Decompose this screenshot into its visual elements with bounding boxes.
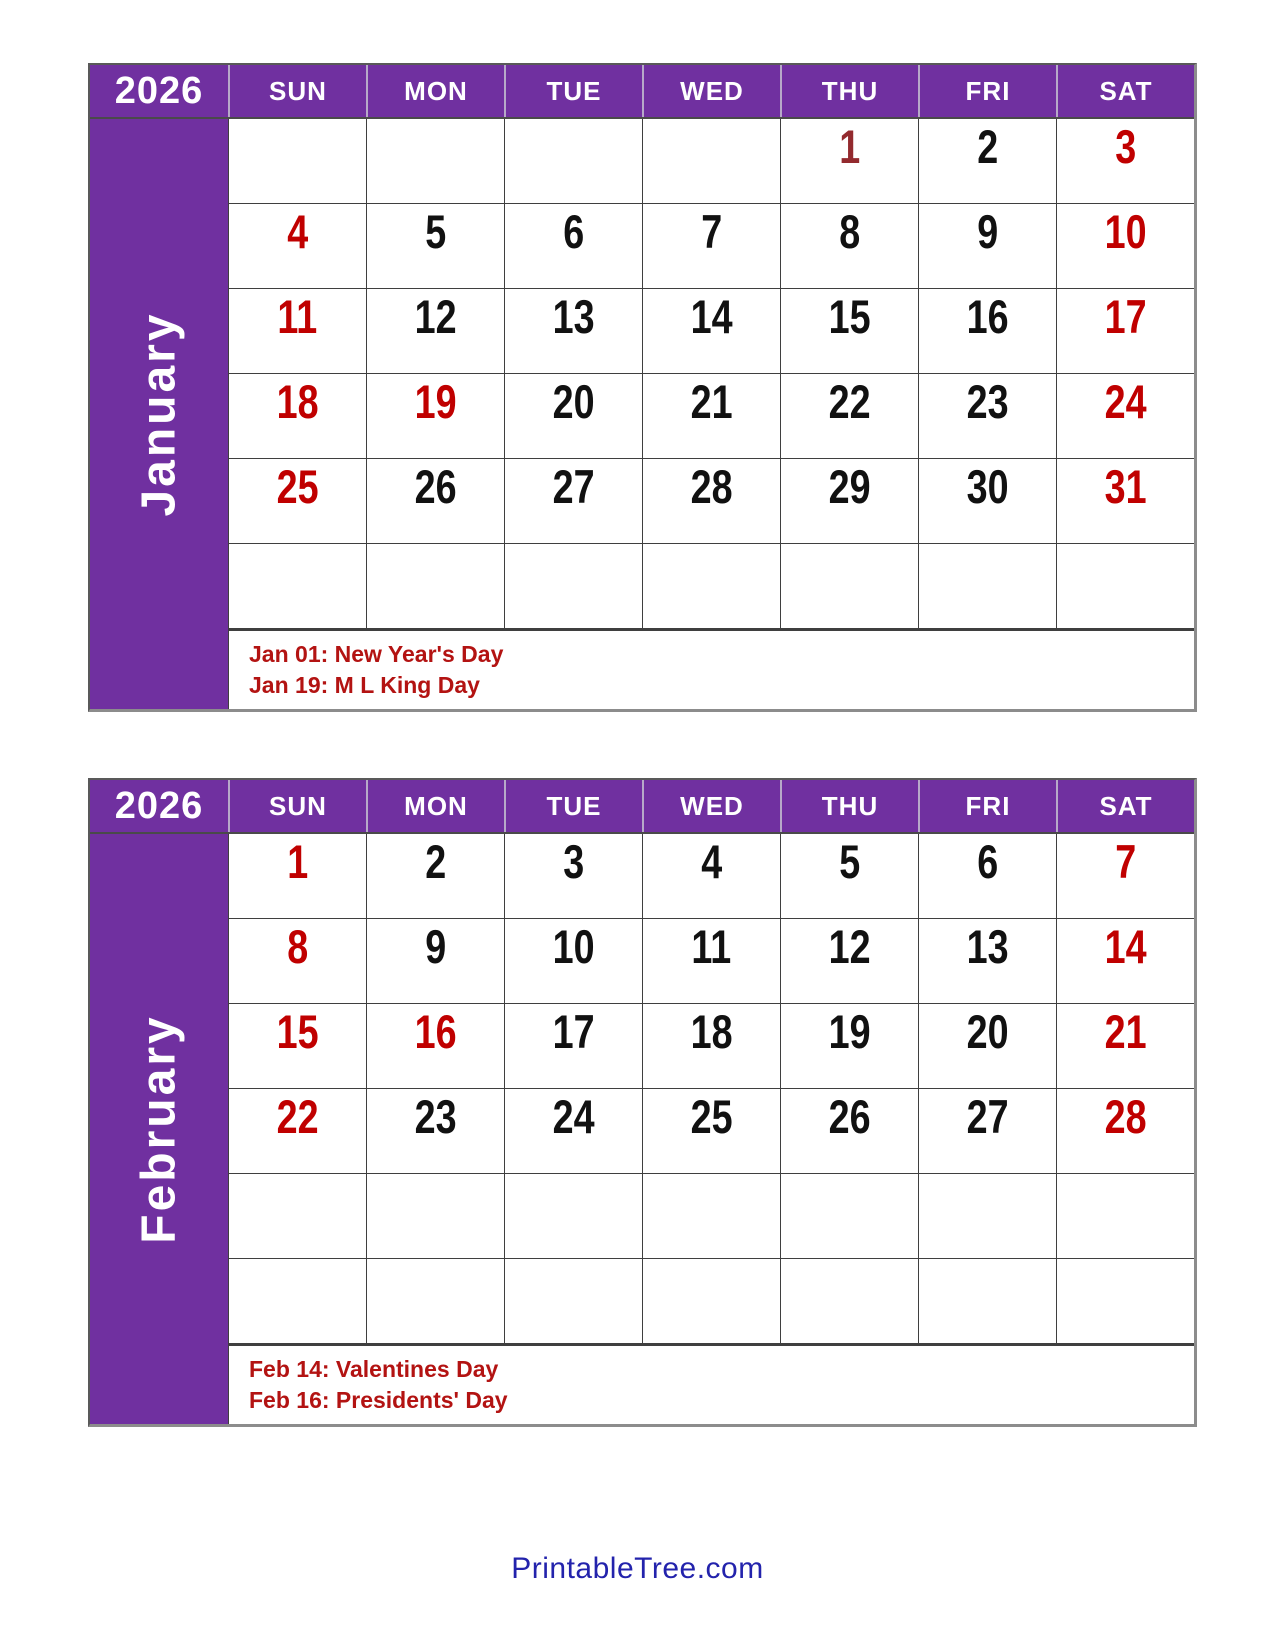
day-cell-30 — [918, 459, 1056, 544]
day-cell-16 — [918, 289, 1056, 374]
day-number: 10 — [1104, 204, 1147, 258]
day-cell-7 — [1056, 834, 1194, 919]
day-cell-empty — [642, 1174, 780, 1259]
day-cell-12 — [366, 289, 504, 374]
day-number: 5 — [839, 834, 860, 888]
day-cell-empty — [780, 1259, 918, 1344]
day-number: 8 — [287, 919, 308, 973]
weekday-header-thu: THU — [780, 65, 918, 117]
day-cell-23 — [366, 1089, 504, 1174]
day-cell-27 — [918, 1089, 1056, 1174]
day-number: 11 — [277, 289, 318, 343]
month-label: February — [132, 1014, 186, 1244]
day-cell-2 — [366, 834, 504, 919]
weekday-header-mon: MON — [366, 65, 504, 117]
calendar-header-row — [90, 780, 1194, 834]
day-cell-empty — [642, 1259, 780, 1344]
day-number: 18 — [276, 374, 319, 428]
day-cell-empty — [642, 119, 780, 204]
day-number: 13 — [966, 919, 1009, 973]
footer-site-link[interactable]: PrintableTree.com — [511, 1552, 764, 1585]
day-cell-24 — [1056, 374, 1194, 459]
day-cell-empty — [504, 1174, 642, 1259]
day-cell-18 — [642, 1004, 780, 1089]
day-number: 4 — [287, 204, 308, 258]
day-cell-15 — [780, 289, 918, 374]
year-label: 2026 — [114, 784, 204, 827]
day-number: 13 — [552, 289, 595, 343]
weekday-header-sun: SUN — [228, 65, 366, 117]
weekday-header-tue: TUE — [504, 780, 642, 832]
day-number: 1 — [287, 834, 308, 888]
day-number: 17 — [552, 1004, 595, 1058]
day-number: 3 — [563, 834, 584, 888]
day-cell-17 — [1056, 289, 1194, 374]
day-cell-11 — [642, 919, 780, 1004]
day-number: 7 — [1115, 834, 1136, 888]
day-number: 20 — [966, 1004, 1009, 1058]
day-cell-21 — [642, 374, 780, 459]
day-number: 14 — [1104, 919, 1147, 973]
day-number: 22 — [276, 1089, 319, 1143]
day-cell-empty — [780, 544, 918, 629]
day-cell-10 — [504, 919, 642, 1004]
day-cell-23 — [918, 374, 1056, 459]
day-number: 15 — [828, 289, 871, 343]
month-band — [90, 834, 228, 1424]
day-cell-empty — [228, 119, 366, 204]
weekday-header-sat: SAT — [1056, 65, 1194, 117]
weekday-header-mon: MON — [366, 780, 504, 832]
day-cell-21 — [1056, 1004, 1194, 1089]
day-number: 9 — [977, 204, 998, 258]
day-cell-28 — [642, 459, 780, 544]
weekday-header-fri: FRI — [918, 780, 1056, 832]
weekday-header-tue: TUE — [504, 65, 642, 117]
day-number: 16 — [966, 289, 1009, 343]
day-cell-15 — [228, 1004, 366, 1089]
weekday-header-sun: SUN — [228, 780, 366, 832]
day-cell-empty — [228, 544, 366, 629]
day-cell-3 — [504, 834, 642, 919]
day-number: 9 — [425, 919, 446, 973]
day-number: 20 — [552, 374, 595, 428]
day-number: 1 — [839, 119, 860, 173]
day-number: 10 — [552, 919, 595, 973]
day-cell-empty — [1056, 1259, 1194, 1344]
day-number: 3 — [1115, 119, 1136, 173]
day-cell-12 — [780, 919, 918, 1004]
day-cell-26 — [366, 459, 504, 544]
day-cell-16 — [366, 1004, 504, 1089]
day-cell-empty — [642, 544, 780, 629]
day-cell-1 — [780, 119, 918, 204]
day-cell-4 — [228, 204, 366, 289]
day-number: 30 — [966, 459, 1009, 513]
day-cell-27 — [504, 459, 642, 544]
day-cell-9 — [366, 919, 504, 1004]
day-number: 6 — [977, 834, 998, 888]
day-cell-empty — [366, 119, 504, 204]
day-number: 5 — [425, 204, 446, 258]
day-cell-empty — [918, 544, 1056, 629]
day-number: 7 — [701, 204, 722, 258]
holiday-notes — [228, 629, 1194, 709]
day-cell-20 — [504, 374, 642, 459]
day-number: 21 — [1104, 1004, 1147, 1058]
day-number: 11 — [691, 919, 732, 973]
day-number: 29 — [828, 459, 871, 513]
holiday-note: Feb 16: Presidents' Day — [249, 1387, 508, 1414]
day-number: 23 — [966, 374, 1009, 428]
day-number: 16 — [414, 1004, 457, 1058]
day-number: 6 — [563, 204, 584, 258]
day-cell-5 — [780, 834, 918, 919]
day-cell-20 — [918, 1004, 1056, 1089]
day-cell-14 — [1056, 919, 1194, 1004]
day-number: 19 — [828, 1004, 871, 1058]
day-number: 26 — [414, 459, 457, 513]
day-number: 21 — [690, 374, 733, 428]
weekday-header-wed: WED — [642, 780, 780, 832]
day-number: 23 — [414, 1089, 457, 1143]
day-cell-19 — [780, 1004, 918, 1089]
day-cell-4 — [642, 834, 780, 919]
day-cell-17 — [504, 1004, 642, 1089]
day-cell-29 — [780, 459, 918, 544]
day-number: 19 — [414, 374, 457, 428]
day-cell-5 — [366, 204, 504, 289]
day-cell-empty — [366, 1174, 504, 1259]
day-number: 8 — [839, 204, 860, 258]
day-number: 14 — [690, 289, 733, 343]
day-cell-11 — [228, 289, 366, 374]
day-number: 28 — [1104, 1089, 1147, 1143]
day-number: 27 — [966, 1089, 1009, 1143]
weekday-header-wed: WED — [642, 65, 780, 117]
calendar-grid — [90, 834, 1194, 1424]
day-number: 22 — [828, 374, 871, 428]
day-number: 17 — [1104, 289, 1147, 343]
day-number: 31 — [1104, 459, 1147, 513]
weekday-header-sat: SAT — [1056, 780, 1194, 832]
day-cell-28 — [1056, 1089, 1194, 1174]
holiday-notes — [228, 1344, 1194, 1424]
day-cell-19 — [366, 374, 504, 459]
day-number: 15 — [276, 1004, 319, 1058]
holiday-note: Feb 14: Valentines Day — [249, 1356, 499, 1382]
day-cell-7 — [642, 204, 780, 289]
day-number: 24 — [1104, 374, 1147, 428]
day-cell-24 — [504, 1089, 642, 1174]
holiday-note: Jan 01: New Year's Day — [249, 641, 504, 667]
day-cell-empty — [366, 1259, 504, 1344]
day-cell-10 — [1056, 204, 1194, 289]
month-band — [90, 119, 228, 709]
calendar-grid — [90, 119, 1194, 709]
day-number: 28 — [690, 459, 733, 513]
day-cell-empty — [504, 119, 642, 204]
day-cell-6 — [504, 204, 642, 289]
day-cell-22 — [780, 374, 918, 459]
day-cell-9 — [918, 204, 1056, 289]
calendar-january — [88, 63, 1197, 712]
year-label: 2026 — [114, 69, 204, 112]
day-cell-empty — [228, 1259, 366, 1344]
day-number: 4 — [701, 834, 722, 888]
day-number: 12 — [414, 289, 457, 343]
day-cell-empty — [228, 1174, 366, 1259]
day-cell-8 — [228, 919, 366, 1004]
day-number: 2 — [977, 119, 998, 173]
day-number: 18 — [690, 1004, 733, 1058]
day-cell-empty — [504, 544, 642, 629]
day-cell-2 — [918, 119, 1056, 204]
day-cell-22 — [228, 1089, 366, 1174]
day-cell-empty — [918, 1174, 1056, 1259]
day-number: 25 — [276, 459, 319, 513]
day-number: 2 — [425, 834, 446, 888]
day-cell-25 — [642, 1089, 780, 1174]
holiday-note: Jan 19: M L King Day — [249, 672, 480, 699]
day-number: 12 — [828, 919, 871, 973]
day-cell-25 — [228, 459, 366, 544]
day-cell-8 — [780, 204, 918, 289]
calendar-header-row — [90, 65, 1194, 119]
day-number: 26 — [828, 1089, 871, 1143]
day-number: 27 — [552, 459, 595, 513]
day-cell-31 — [1056, 459, 1194, 544]
day-cell-18 — [228, 374, 366, 459]
day-cell-empty — [1056, 1174, 1194, 1259]
day-cell-14 — [642, 289, 780, 374]
day-cell-13 — [504, 289, 642, 374]
day-cell-empty — [918, 1259, 1056, 1344]
weekday-header-thu: THU — [780, 780, 918, 832]
day-cell-13 — [918, 919, 1056, 1004]
month-label: January — [132, 311, 186, 517]
day-cell-empty — [1056, 544, 1194, 629]
day-cell-empty — [780, 1174, 918, 1259]
day-number: 25 — [690, 1089, 733, 1143]
weekday-header-fri: FRI — [918, 65, 1056, 117]
day-cell-3 — [1056, 119, 1194, 204]
day-cell-1 — [228, 834, 366, 919]
day-number: 24 — [552, 1089, 595, 1143]
calendar-february — [88, 778, 1197, 1427]
day-cell-empty — [366, 544, 504, 629]
day-cell-26 — [780, 1089, 918, 1174]
day-cell-empty — [504, 1259, 642, 1344]
day-cell-6 — [918, 834, 1056, 919]
